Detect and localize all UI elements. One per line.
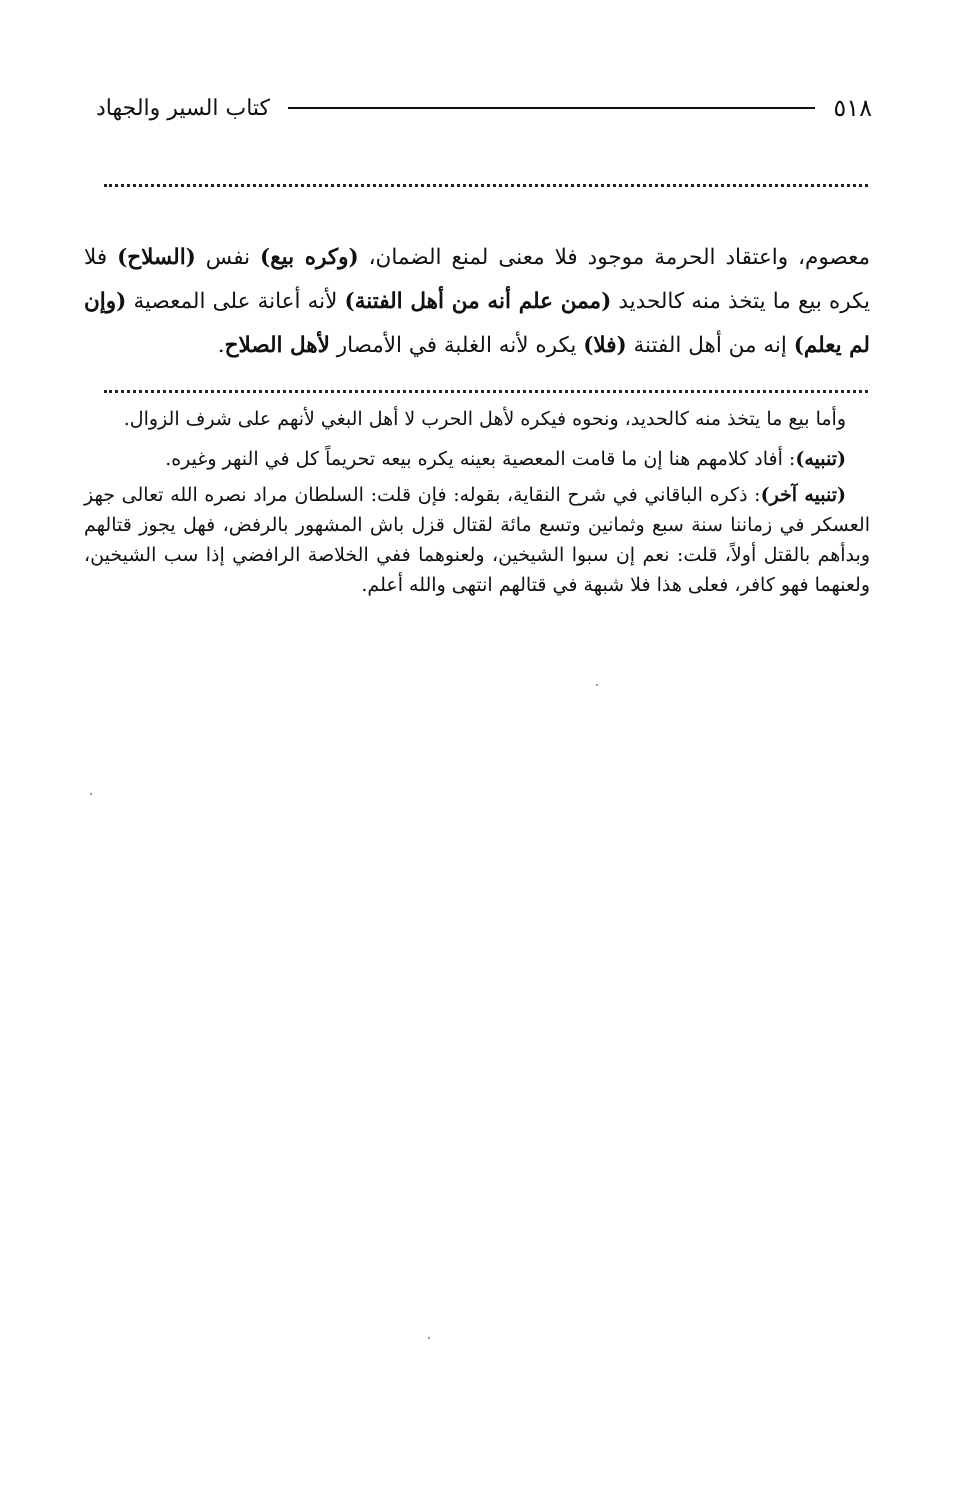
footnotes bbox=[84, 404, 870, 606]
main-text-segment: فلا يكره بيع ما يتخذ منه كالحديد bbox=[84, 245, 870, 314]
main-text-segment: نفس bbox=[195, 245, 261, 270]
main-paragraph bbox=[84, 236, 870, 368]
footnote-2-label: (تنبيه) bbox=[795, 448, 846, 470]
footnote-3-text: : ذكره الباقاني في شرح النقاية، بقوله: فإن قلت: السلطان مراد نصره الله تعالى جهز العسكر في زماننا سنة سبع وثمانين وتسع مائة لقتال قزل باش المشهور بالرفض، فهل يجوز قتالهم وبدأهم بالقتل أولاً، قلت: نعم إن سبوا الشيخين، ولعنوهما ففي الخلاصة الرافضي إذا سب الشيخين، ولعنهما فهو كافر، فعلى هذا فلا شبهة في قتالهم انتهى والله أعلم. bbox=[84, 484, 870, 596]
main-text-segment: إنه من أهل الفتنة bbox=[626, 333, 794, 358]
main-text-bold: (ممن علم أنه من أهل الفتنة) bbox=[344, 289, 612, 314]
main-text-segment: يكره لأنه الغلبة في الأمصار bbox=[329, 333, 584, 358]
main-text-segment: معصوم، واعتقاد الحرمة موجود فلا معنى لمنع الضمان، bbox=[358, 245, 870, 270]
main-text bbox=[84, 236, 870, 368]
main-text-segment: لأنه أعانة على المعصية bbox=[126, 289, 345, 314]
book-title: كتاب السير والجهاد bbox=[96, 95, 271, 121]
main-text-bold: (فلا) bbox=[583, 333, 627, 358]
dotted-separator-footnotes bbox=[104, 390, 868, 393]
main-text-segment: . bbox=[217, 333, 225, 358]
main-text-bold: (وكره بيع) bbox=[260, 245, 359, 270]
main-text-bold: (وإن لم يعلم) bbox=[84, 289, 870, 358]
footnote-3-label: (تنبيه آخر) bbox=[760, 484, 846, 506]
dotted-separator-top bbox=[104, 184, 868, 187]
footnote-3 bbox=[84, 480, 870, 600]
scan-speck bbox=[428, 1337, 430, 1339]
page-header bbox=[96, 88, 872, 128]
footnote-2-text: : أفاد كلامهم هنا إن ما قامت المعصية بعينه يكره بيعه تحريماً كل في النهر وغيره. bbox=[165, 448, 796, 470]
footnote-2 bbox=[84, 444, 870, 474]
scan-speck bbox=[90, 793, 92, 795]
header-rule bbox=[288, 107, 815, 109]
main-text-bold: (السلاح) bbox=[117, 245, 196, 270]
footnote-1: وأما بيع ما يتخذ منه كالحديد، ونحوه فيكره لأهل الحرب لا أهل البغي لأنهم على شرف الزوال. bbox=[123, 408, 846, 430]
page-number: ٥١٨ bbox=[833, 94, 872, 122]
main-text-bold: لأهل الصلاح bbox=[224, 333, 330, 358]
scan-speck bbox=[596, 684, 598, 686]
